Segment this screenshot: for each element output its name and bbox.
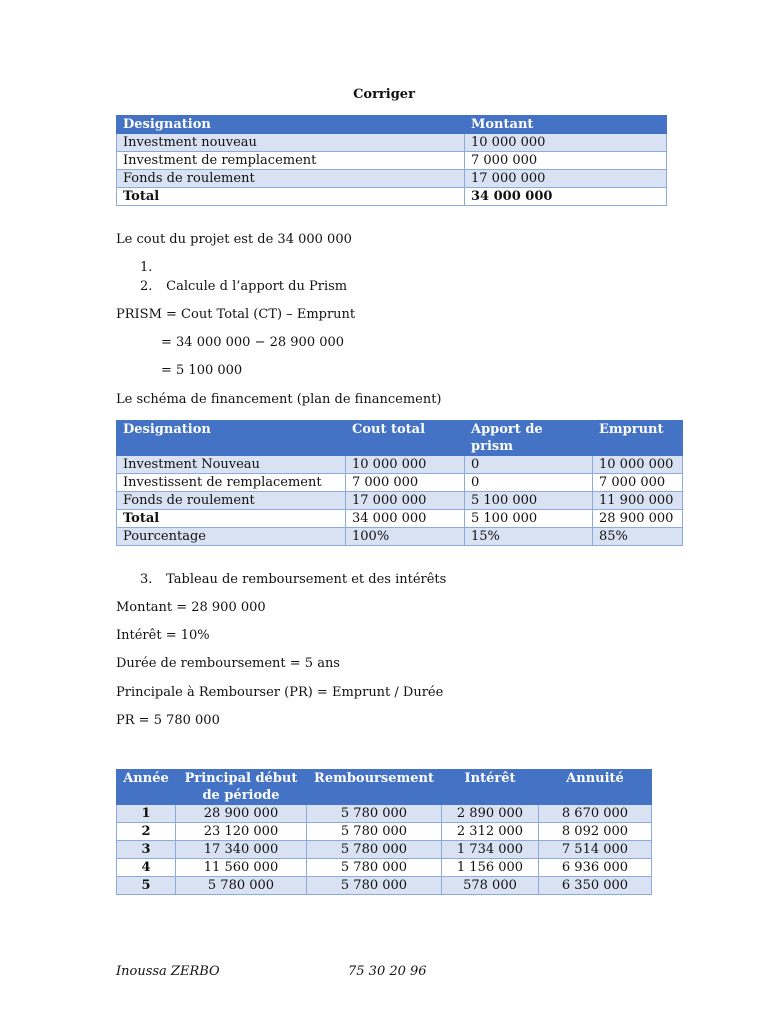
table-cell: 7 000 000 xyxy=(346,474,465,492)
table-cell: 8 092 000 xyxy=(539,823,652,841)
list-item xyxy=(140,260,162,275)
table-cell: 8 670 000 xyxy=(539,805,652,823)
table-cell: 0 xyxy=(465,456,593,474)
column-header: Emprunt xyxy=(593,421,683,456)
table-cell: 2 890 000 xyxy=(442,805,539,823)
table-row xyxy=(117,841,652,859)
table-cell: 23 120 000 xyxy=(176,823,307,841)
table-cell: 4 xyxy=(117,859,176,877)
table-cell: 7 000 000 xyxy=(593,474,683,492)
column-header: Designation xyxy=(117,116,465,134)
table-row xyxy=(117,170,667,188)
column-header: Année xyxy=(117,770,176,805)
section-heading: Le schéma de financement (plan de financement) xyxy=(116,392,442,407)
table-cell: 17 340 000 xyxy=(176,841,307,859)
list-item xyxy=(140,279,347,294)
table-cell: 10 000 000 xyxy=(465,134,667,152)
table-row xyxy=(117,805,652,823)
table-cell: 3 xyxy=(117,841,176,859)
table-cell: 28 900 000 xyxy=(176,805,307,823)
table-cell: 34 000 000 xyxy=(465,188,667,206)
table-cell: 11 900 000 xyxy=(593,492,683,510)
footer-phone: 75 30 20 96 xyxy=(348,964,427,979)
table-row xyxy=(117,456,683,474)
param-line: Durée de remboursement = 5 ans xyxy=(116,656,340,671)
table-cell: 2 xyxy=(117,823,176,841)
table-row xyxy=(117,134,667,152)
table-cell: 578 000 xyxy=(442,877,539,895)
table-cell: 10 000 000 xyxy=(593,456,683,474)
column-header: Apport de prism xyxy=(465,421,593,456)
list-text: Tableau de remboursement et des intérêts xyxy=(166,572,447,587)
table-cell: Investment de remplacement xyxy=(117,152,465,170)
param-line: Principale à Rembourser (PR) = Emprunt / Durée xyxy=(116,685,444,700)
table-cell: 2 312 000 xyxy=(442,823,539,841)
table-cell: 7 514 000 xyxy=(539,841,652,859)
table-cell: 11 560 000 xyxy=(176,859,307,877)
list-number: 2. xyxy=(140,279,153,294)
table-cell: 5 780 000 xyxy=(176,877,307,895)
table-cell: 5 xyxy=(117,877,176,895)
table-cell: Fonds de roulement xyxy=(117,170,465,188)
table-cell: 34 000 000 xyxy=(346,510,465,528)
formula-line: PRISM = Cout Total (CT) – Emprunt xyxy=(116,307,356,322)
table-cell: Pourcentage xyxy=(117,528,346,546)
table-cell: 15% xyxy=(465,528,593,546)
table-cell: 5 100 000 xyxy=(465,492,593,510)
table-cell: 6 936 000 xyxy=(539,859,652,877)
table-row xyxy=(117,510,683,528)
table-cell: Fonds de roulement xyxy=(117,492,346,510)
table-row xyxy=(117,859,652,877)
table-cell: 1 156 000 xyxy=(442,859,539,877)
table-cell: 5 780 000 xyxy=(307,841,442,859)
table-cell: 6 350 000 xyxy=(539,877,652,895)
param-line: Montant = 28 900 000 xyxy=(116,600,266,615)
table-row xyxy=(117,528,683,546)
column-header: Designation xyxy=(117,421,346,456)
cost-table xyxy=(116,115,667,206)
column-header: Cout total xyxy=(346,421,465,456)
repayment-table xyxy=(116,769,652,895)
table-row xyxy=(117,152,667,170)
page-title: Corriger xyxy=(353,87,415,102)
financing-table xyxy=(116,420,683,546)
table-row xyxy=(117,823,652,841)
table-cell: 1 734 000 xyxy=(442,841,539,859)
formula-line: = 34 000 000 − 28 900 000 xyxy=(161,335,345,350)
column-header: Remboursement xyxy=(307,770,442,805)
list-item xyxy=(140,572,446,587)
table-cell: Investment nouveau xyxy=(117,134,465,152)
table-cell: 17 000 000 xyxy=(465,170,667,188)
table-cell: 7 000 000 xyxy=(465,152,667,170)
table-cell: 5 100 000 xyxy=(465,510,593,528)
footer-author: Inoussa ZERBO xyxy=(116,964,220,979)
table-cell: Investissent de remplacement xyxy=(117,474,346,492)
table-cell: 100% xyxy=(346,528,465,546)
column-header: Montant xyxy=(465,116,667,134)
table-header-row xyxy=(117,770,652,805)
table-cell: 1 xyxy=(117,805,176,823)
table-row xyxy=(117,188,667,206)
formula-line: = 5 100 000 xyxy=(161,363,243,378)
table-cell: 5 780 000 xyxy=(307,823,442,841)
param-line: PR = 5 780 000 xyxy=(116,713,220,728)
table-header-row xyxy=(117,421,683,456)
column-header: Principal début de période xyxy=(176,770,307,805)
table-row xyxy=(117,492,683,510)
table-cell: 5 780 000 xyxy=(307,859,442,877)
list-text: Calcule d l’apport du Prism xyxy=(166,279,348,294)
table-cell: 28 900 000 xyxy=(593,510,683,528)
table-row xyxy=(117,474,683,492)
table-cell: 0 xyxy=(465,474,593,492)
param-line: Intérêt = 10% xyxy=(116,628,210,643)
table-cell: Investment Nouveau xyxy=(117,456,346,474)
cost-statement: Le cout du projet est de 34 000 000 xyxy=(116,232,352,247)
table-row xyxy=(117,877,652,895)
table-cell: 17 000 000 xyxy=(346,492,465,510)
table-cell: 5 780 000 xyxy=(307,877,442,895)
column-header: Annuité xyxy=(539,770,652,805)
table-header-row xyxy=(117,116,667,134)
list-number: 1. xyxy=(140,260,153,275)
table-cell: 10 000 000 xyxy=(346,456,465,474)
table-cell: 85% xyxy=(593,528,683,546)
list-number: 3. xyxy=(140,572,153,587)
table-cell: Total xyxy=(117,188,465,206)
table-cell: Total xyxy=(117,510,346,528)
table-cell: 5 780 000 xyxy=(307,805,442,823)
column-header: Intérêt xyxy=(442,770,539,805)
